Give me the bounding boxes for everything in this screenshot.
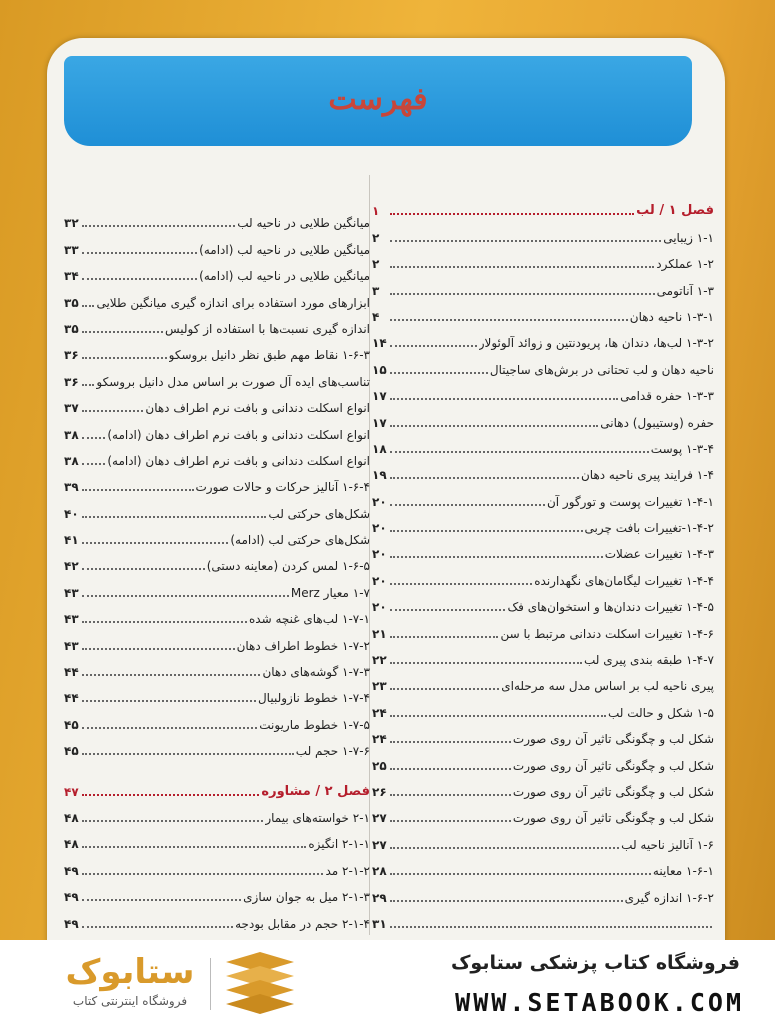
toc-page-number: ۲۵: [372, 758, 387, 773]
page-title: فهرست: [328, 82, 428, 117]
toc-entry[interactable]: [64, 679, 370, 705]
toc-entry-title: ۱-۳-۱ ناحیه دهان: [629, 309, 714, 324]
toc-entry-title: ۱-۳-۳ حفره قدامی: [620, 389, 714, 404]
toc-entry-title: انواع اسکلت دندانی و بافت نرم اطراف دهان (ادامه): [107, 427, 370, 442]
toc-entry[interactable]: [372, 377, 714, 403]
book-stack-icon: [222, 952, 298, 1014]
store-name: فروشگاه کتاب پزشکی ستابوک: [450, 952, 740, 974]
toc-entry[interactable]: [64, 389, 370, 415]
toc-entry-title: ۲-۱-۴ حجم در مقابل بودجه: [235, 916, 370, 931]
toc-entry[interactable]: [372, 271, 714, 297]
toc-entry[interactable]: [372, 430, 714, 456]
toc-entry[interactable]: [64, 904, 370, 930]
toc-page-number: ۴۱: [64, 533, 79, 548]
toc-page-number: ۴۵: [64, 744, 79, 759]
toc-entry[interactable]: [372, 456, 714, 482]
toc-leader-dots: [390, 847, 619, 849]
toc-page-number: ۳۶: [64, 374, 79, 389]
toc-entry-title: حفره (وستیبول) دهانی: [600, 415, 714, 430]
toc-page-number: ۴۸: [64, 810, 79, 825]
toc-entry[interactable]: [372, 588, 714, 614]
toc-entry-title: شکل لب و چگونگی تاثیر آن روی صورت: [512, 732, 714, 747]
toc-left-column: [64, 204, 370, 931]
toc-entry-title: اندازه گیری نسبت‌ها با استفاده از کولیس: [164, 321, 370, 336]
toc-leader-dots: [390, 345, 477, 347]
toc-entry-title: میانگین طلایی در ناحیه لب: [237, 216, 370, 231]
toc-page-number: ۴۴: [64, 665, 79, 680]
toc-page-number: ۲۷: [372, 837, 387, 852]
toc-leader-dots: [390, 636, 498, 638]
toc-leader-dots: [82, 753, 294, 755]
toc-page-number: ۲۰: [372, 521, 387, 536]
toc-entry-title: فصل ۲ / مشاوره: [261, 784, 370, 799]
toc-entry[interactable]: [372, 245, 714, 271]
toc-leader-dots: [390, 398, 618, 400]
toc-leader-dots: [82, 357, 167, 359]
toc-entry-title: ۱-۱ زیبایی: [663, 230, 714, 245]
toc-page-number: ۳۹: [64, 480, 79, 495]
toc-page-number: ۳۷: [64, 401, 79, 416]
toc-entry-title: ۱-۷-۲ خطوط اطراف دهان: [236, 638, 370, 653]
toc-page-number: ۱۷: [372, 415, 387, 430]
toc-page-number: ۱۷: [372, 389, 387, 404]
toc-page-number: ۲: [372, 230, 380, 245]
toc-page-number: ۴۳: [64, 612, 79, 627]
toc-entry[interactable]: [64, 705, 370, 731]
toc-page-number: ۴۲: [64, 559, 79, 574]
toc-entry[interactable]: [372, 403, 714, 429]
toc-page-number: ۱۴: [372, 336, 387, 351]
toc-entry-title: ۱-۴-۴ تغییرات لیگامان‌های نگهدارنده: [534, 573, 714, 588]
toc-entry[interactable]: [372, 773, 714, 799]
toc-entry[interactable]: [64, 600, 370, 626]
toc-leader-dots: [82, 516, 266, 518]
toc-entry[interactable]: [372, 614, 714, 640]
toc-leader-dots: [390, 609, 505, 611]
toc-entry[interactable]: [64, 362, 370, 388]
toc-leader-dots: [390, 688, 499, 690]
toc-entry[interactable]: [64, 521, 370, 547]
toc-entry-title: ۲-۱-۳ میل به جوان سازی: [243, 890, 370, 905]
toc-page-number: ۲۷: [372, 811, 387, 826]
toc-entry[interactable]: [372, 878, 714, 904]
toc-entry-title: پیری ناحیه لب بر اساس مدل سه مرحله‌ای: [501, 679, 714, 694]
toc-entry-title: شکل‌های حرکتی لب (ادامه): [230, 533, 370, 548]
toc-leader-dots: [390, 319, 628, 321]
toc-leader-dots: [82, 489, 194, 491]
toc-page-number: ۳۶: [64, 348, 79, 363]
toc-entry[interactable]: [372, 561, 714, 587]
toc-entry[interactable]: [372, 218, 714, 244]
toc-entry[interactable]: [372, 667, 714, 693]
toc-page-number: ۴۵: [64, 717, 79, 732]
toc-page-number: ۴: [372, 309, 380, 324]
toc-entry-title: ۱-۶-۳ نقاط مهم طبق نظر دانیل بروسکو: [168, 348, 370, 363]
toc-entry-title: ۱-۶ آنالیز ناحیه لب: [621, 837, 714, 852]
toc-page-number: ۲۱: [372, 626, 387, 641]
toc-entry-title: شکل لب و چگونگی تاثیر آن روی صورت: [512, 758, 714, 773]
toc-leader-dots: [390, 213, 634, 215]
toc-entry[interactable]: [64, 851, 370, 877]
toc-leader-dots: [390, 741, 511, 743]
toc-entry-title: ۱-۲ عملکرد: [656, 257, 714, 272]
toc-page-number: ۲۰: [372, 547, 387, 562]
toc-entry-title: ۱-۴-۶ تغییرات اسکلت دندانی مرتبط با سن: [500, 626, 714, 641]
toc-leader-dots: [82, 873, 323, 875]
toc-leader-dots: [82, 700, 256, 702]
toc-page-number: ۳۸: [64, 453, 79, 468]
toc-page-number: ۱۵: [372, 362, 387, 377]
toc-entry[interactable]: [64, 626, 370, 652]
toc-page-number: ۲۲: [372, 653, 387, 668]
toc-entry[interactable]: [372, 825, 714, 851]
toc-leader-dots: [390, 372, 488, 374]
toc-page-number: ۳۴: [64, 269, 79, 284]
toc-page-number: ۱: [372, 204, 380, 219]
toc-entry[interactable]: [64, 547, 370, 573]
toc-entry[interactable]: [64, 230, 370, 256]
toc-leader-dots: [390, 768, 511, 770]
toc-entry[interactable]: [64, 336, 370, 362]
toc-leader-dots: [82, 252, 197, 254]
toc-leader-dots: [82, 727, 257, 729]
toc-entry[interactable]: [64, 257, 370, 283]
toc-page-number: ۴۷: [64, 784, 79, 799]
toc-entry-title: تناسب‌های ایده آل صورت بر اساس مدل دانیل بروسکو: [96, 374, 370, 389]
store-url-link[interactable]: WWW.SETABOOK.COM: [455, 988, 744, 1017]
toc-entry-title: ۱-۵ شکل و حالت لب: [607, 705, 714, 720]
toc-leader-dots: [82, 331, 163, 333]
toc-entry[interactable]: [372, 693, 714, 719]
toc-leader-dots: [390, 715, 606, 717]
toc-leader-dots: [82, 463, 105, 465]
toc-entry[interactable]: [64, 653, 370, 679]
toc-page-number: ۴۸: [64, 837, 79, 852]
toc-entry[interactable]: [64, 204, 370, 230]
toc-entry-title: ۱-۳ آناتومی: [656, 283, 714, 298]
toc-entry[interactable]: [372, 350, 714, 376]
toc-page-number: ۲۶: [372, 784, 387, 799]
toc-entry[interactable]: [372, 535, 714, 561]
toc-entry[interactable]: [64, 283, 370, 309]
toc-leader-dots: [82, 899, 241, 901]
toc-page-number: ۱۹: [372, 468, 387, 483]
toc-leader-dots: [390, 451, 649, 453]
toc-page-number: ۲۹: [372, 890, 387, 905]
store-logo-wordmark[interactable]: ستابوک: [65, 952, 195, 992]
toc-leader-dots: [390, 556, 603, 558]
toc-entry[interactable]: [372, 324, 714, 350]
toc-page-number: ۴۳: [64, 585, 79, 600]
toc-entry-title: ۱-۴-۲-تغییرات بافت چربی: [584, 521, 714, 536]
toc-page-number: ۴۴: [64, 691, 79, 706]
toc-page-number: ۲۳: [372, 679, 387, 694]
toc-leader-dots: [82, 305, 94, 307]
toc-entry[interactable]: [64, 468, 370, 494]
toc-leader-dots: [390, 266, 654, 268]
toc-entry[interactable]: [64, 573, 370, 599]
toc-entry[interactable]: [64, 878, 370, 904]
toc-chapter-heading[interactable]: [64, 772, 370, 798]
toc-leader-dots: [390, 293, 655, 295]
toc-entry-title: ناحیه دهان و لب تحتانی در برش‌های ساجیتال: [489, 362, 714, 377]
toc-leader-dots: [390, 425, 598, 427]
toc-entry[interactable]: [64, 310, 370, 336]
toc-page-number: ۳۱: [372, 916, 387, 931]
toc-entry[interactable]: [64, 825, 370, 851]
toc-leader-dots: [390, 900, 623, 902]
toc-leader-dots: [82, 568, 205, 570]
toc-entry-title: ۱-۴-۷ طبقه بندی پیری لب: [584, 653, 714, 668]
toc-page-number: ۴۳: [64, 638, 79, 653]
toc-entry-title: ۱-۶-۲ اندازه گیری: [624, 890, 714, 905]
toc-page-number: ۲۸: [372, 864, 387, 879]
toc-leader-dots: [82, 648, 235, 650]
toc-entry-title: ۱-۷-۵ خطوط ماریونت: [259, 717, 370, 732]
toc-page-number: ۱۸: [372, 441, 387, 456]
toc-chapter-heading[interactable]: [372, 192, 714, 218]
toc-leader-dots: [390, 820, 511, 822]
toc-page-number: ۳۳: [64, 242, 79, 257]
toc-leader-dots: [82, 674, 260, 676]
toc-entry-title: ۱-۴-۵ تغییرات دندان‌ها و استخوان‌های فک: [507, 600, 714, 615]
toc-leader-dots: [82, 225, 235, 227]
toc-leader-dots: [390, 662, 582, 664]
toc-leader-dots: [82, 926, 233, 928]
store-logo-subtitle: فروشگاه اینترنتی کتاب: [72, 994, 188, 1008]
toc-leader-dots: [390, 504, 545, 506]
toc-entry[interactable]: [372, 799, 714, 825]
toc-leader-dots: [82, 384, 94, 386]
toc-page-number: ۲: [372, 257, 380, 272]
toc-leader-dots: [82, 437, 105, 439]
toc-leader-dots: [82, 820, 263, 822]
toc-entry-title: ۱-۷-۴ خطوط نازولبیال: [257, 691, 370, 706]
toc-entry[interactable]: [64, 732, 370, 758]
toc-page-number: ۲۰: [372, 600, 387, 615]
toc-entry-title: شکل‌های حرکتی لب: [268, 506, 370, 521]
toc-entry[interactable]: [64, 442, 370, 468]
toc-entry[interactable]: [372, 298, 714, 324]
toc-entry-title: ۱-۷-۶ حجم لب: [295, 744, 370, 759]
toc-entry-title: ۲-۱ خواسته‌های بیمار: [265, 810, 370, 825]
toc-entry[interactable]: [372, 509, 714, 535]
toc-entry-title: انواع اسکلت دندانی و بافت نرم اطراف دهان: [145, 401, 370, 416]
toc-entry[interactable]: [64, 494, 370, 520]
toc-entry[interactable]: [372, 746, 714, 772]
toc-page-number: ۳۸: [64, 427, 79, 442]
toc-leader-dots: [390, 477, 579, 479]
toc-entry-title: ۱-۷ معیار Merz: [290, 585, 370, 600]
toc-leader-dots: [390, 926, 712, 928]
toc-entry[interactable]: [372, 482, 714, 508]
toc-leader-dots: [390, 794, 511, 796]
toc-leader-dots: [82, 794, 259, 796]
toc-leader-dots: [390, 530, 583, 532]
toc-page-number: ۳۵: [64, 321, 79, 336]
toc-leader-dots: [390, 873, 651, 875]
toc-entry-title: فصل ۱ / لب: [636, 204, 714, 219]
toc-leader-dots: [82, 846, 306, 848]
toc-leader-dots: [82, 410, 143, 412]
toc-entry[interactable]: [372, 905, 714, 931]
toc-entry[interactable]: [64, 799, 370, 825]
toc-entry-title: ۱-۴-۳ تغییرات عضلات: [604, 547, 714, 562]
toc-entry-title: ۱-۳-۲ لب‌ها، دندان ها، پریودنتین و زوائد آلوئولار: [478, 336, 714, 351]
toc-right-column: [372, 192, 714, 931]
toc-leader-dots: [82, 278, 197, 280]
toc-page-number: ۲۴: [372, 705, 387, 720]
logo-divider: [210, 958, 211, 1010]
toc-page-number: ۴۹: [64, 890, 79, 905]
toc-leader-dots: [82, 542, 228, 544]
toc-entry-title: ۱-۶-۵ لمس کردن (معاینه دستی): [206, 559, 370, 574]
toc-entry-title: ۱-۳-۴ پوست: [650, 441, 714, 456]
toc-page-number: ۳۵: [64, 295, 79, 310]
toc-entry-title: ۲-۱-۱ انگیزه: [308, 837, 370, 852]
toc-leader-dots: [82, 595, 289, 597]
toc-entry-title: ۱-۷-۳ گوشه‌های دهان: [262, 665, 370, 680]
toc-leader-dots: [390, 240, 661, 242]
toc-page-number: ۴۰: [64, 506, 79, 521]
toc-entry-title: شکل لب و چگونگی تاثیر آن روی صورت: [512, 784, 714, 799]
toc-leader-dots: [82, 621, 247, 623]
toc-entry-title: میانگین طلایی در ناحیه لب (ادامه): [199, 242, 370, 257]
toc-entry[interactable]: [372, 641, 714, 667]
toc-entry-title: ۱-۶-۱ معاینه: [652, 864, 714, 879]
toc-entry-title: ۲-۱-۲ مد: [325, 863, 370, 878]
toc-page-number: ۳۲: [64, 216, 79, 231]
toc-page-number: ۲۰: [372, 573, 387, 588]
toc-entry-title: شکل لب و چگونگی تاثیر آن روی صورت: [512, 811, 714, 826]
toc-entry[interactable]: [372, 720, 714, 746]
toc-entry-title: انواع اسکلت دندانی و بافت نرم اطراف دهان (ادامه): [107, 453, 370, 468]
toc-page-number: ۳: [372, 283, 380, 298]
toc-leader-dots: [390, 583, 532, 585]
toc-entry[interactable]: [64, 415, 370, 441]
toc-entry-title: ۱-۷-۱ لب‌های غنچه شده: [249, 612, 370, 627]
toc-entry[interactable]: [372, 852, 714, 878]
toc-entry-title: ۱-۴-۱ تغییرات پوست و تورگور آن: [546, 494, 714, 509]
toc-entry-title: میانگین طلایی در ناحیه لب (ادامه): [199, 269, 370, 284]
toc-page-number: ۲۰: [372, 494, 387, 509]
toc-page-number: ۴۹: [64, 916, 79, 931]
toc-entry-title: ۱-۶-۴ آنالیز حرکات و حالات صورت: [195, 480, 370, 495]
toc-entry-title: ۱-۴ فرایند پیری ناحیه دهان: [580, 468, 714, 483]
toc-spacer: [64, 758, 370, 772]
toc-page-number: ۴۹: [64, 863, 79, 878]
toc-entry-title: ابزارهای مورد استفاده برای اندازه گیری میانگین طلایی: [96, 295, 370, 310]
toc-page-number: ۲۴: [372, 732, 387, 747]
